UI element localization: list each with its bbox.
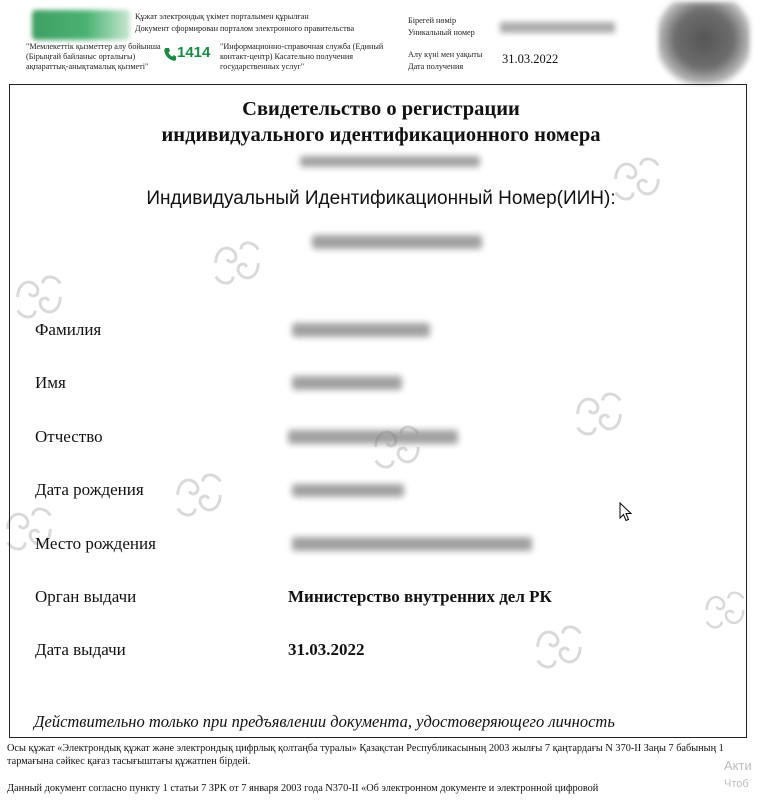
legal-text-ru: Данный документ согласно пункту 1 статьи 7 ЗРК от 7 января 2003 года N370-II «Об электронном документе и электронной цифровой (7, 783, 599, 794)
document-title-line1: Свидетельство о регистрации (242, 98, 520, 120)
unique-number-redacted (500, 22, 615, 33)
ornament-watermark-icon (10, 268, 68, 326)
unique-number-label-ru: Уникальный номер (408, 28, 475, 37)
receipt-date-value: 31.03.2022 (502, 52, 559, 66)
birth-place-value-redacted (292, 537, 532, 551)
name-value-redacted (292, 376, 402, 390)
gov-service-kz: "Мемлекеттік қызметтер алу бойынша (Бірыңғай байланыс орталығы) ақпараттық-анықтамалық қызметі" (26, 42, 161, 71)
windows-activation-line2: Чтоб (724, 778, 749, 790)
iin-value-redacted (312, 235, 482, 249)
legal-text-kz: Осы құжат «Электрондық құжат және электрондық цифрлық қолтаңба туралы» Қазақстан Республикасының 2003 жылғы 7 қаңтардағы N 370-II Заңы 7 бабының 1 тармағына сәйкес қағаз тасығыштағы құжатпен бірдей. (7, 743, 724, 767)
ornament-watermark-icon (530, 618, 588, 676)
phone-icon (164, 47, 176, 61)
ornament-watermark-icon (368, 418, 426, 476)
redacted-text (300, 156, 480, 167)
unique-number-label-kz: Бірегей нөмір (408, 16, 457, 25)
info-service-ru: "Информационно-справочная служба (Единый контакт-центр) Касательно получения государственных услуг" (220, 42, 384, 71)
issue-date-value: 31.03.2022 (288, 640, 365, 659)
ornament-watermark-icon (700, 585, 750, 635)
birth-date-value-redacted (292, 484, 404, 497)
qr-stamp-redacted (658, 2, 750, 84)
validity-note: Действительно только при предъявлении документа, удостоверяющего личность (34, 712, 615, 731)
field-label-birth-date: Дата рождения (35, 480, 144, 499)
ornament-watermark-icon (170, 466, 228, 524)
field-label-surname: Фамилия (35, 320, 102, 339)
egov-logo (32, 10, 130, 40)
receipt-date-label-ru: Дата получения (408, 62, 464, 71)
patronymic-value-redacted (288, 430, 458, 444)
field-label-issue-date: Дата выдачи (35, 640, 126, 659)
surname-value-redacted (292, 323, 430, 337)
windows-activation-line1: Акти (724, 758, 752, 773)
field-label-name: Имя (35, 373, 66, 392)
iin-heading: Индивидуальный Идентификационный Номер(ИИН): (146, 188, 616, 209)
portal-line-ru: Документ сформирован порталом электронного правительства (135, 24, 355, 33)
ornament-watermark-icon (208, 234, 266, 292)
ornament-watermark-icon (570, 385, 628, 443)
issuer-value: Министерство внутренних дел РК (288, 587, 552, 606)
document-title-line2: индивидуального идентификационного номера (161, 124, 601, 146)
field-label-birth-place: Место рождения (35, 534, 156, 553)
mouse-cursor-icon (619, 502, 633, 522)
field-label-patronymic: Отчество (35, 427, 103, 446)
field-label-issuer: Орган выдачи (35, 587, 137, 606)
receipt-date-label-kz: Алу күні мен уақыты (408, 50, 483, 59)
portal-line-kz: Құжат электрондық үкімет порталымен құрылған (135, 12, 309, 21)
phone-number: 1414 (177, 44, 211, 61)
